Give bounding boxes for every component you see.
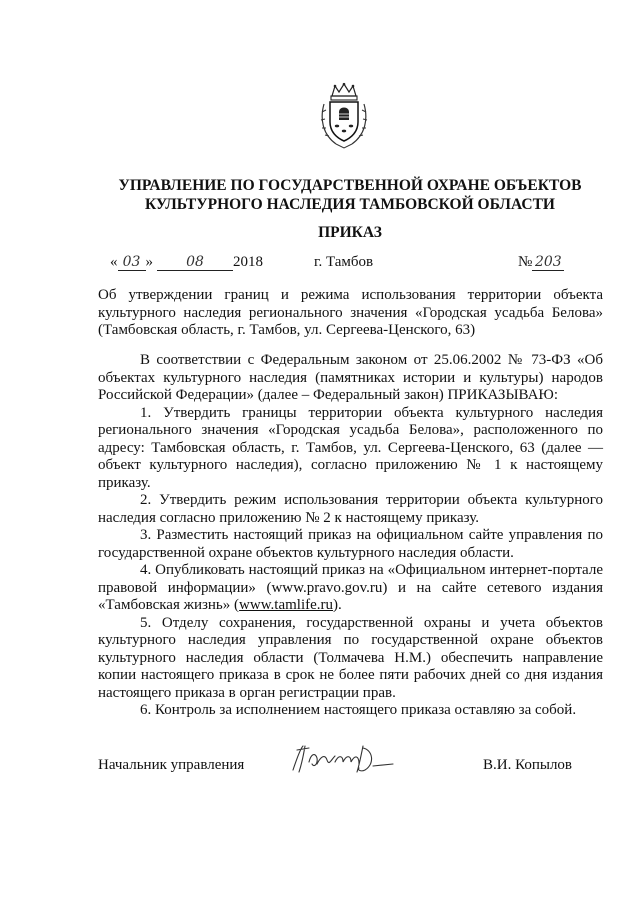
item-4-text: 4. Опубликовать настоящий приказ на «Официальном интернет-портале правовой информации» (www.pravo.gov.ru) и на сайте сетевого издания «Тамбовская жизнь» ( — [98, 562, 603, 613]
date-month: 08 — [157, 254, 233, 271]
order-date — [110, 254, 263, 271]
order-title: ПРИКАЗ — [318, 224, 382, 241]
order-subject: Об утверждении границ и режима использования территории объекта культурного наследия регионального значения «Городская усадьба Белова» (Тамбовская область, г. Тамбов, ул. Сергеева-Ценского, 63) — [98, 287, 603, 338]
item-1-paragraph: 1. Утвердить границы территории объекта культурного наследия регионального значения «Городская усадьба Белова», расположенного по адресу: Тамбовская область, г. Тамбов, ул. Сергеева-Ценского, 63 (далее — объект культурного наследия), согласно приложению № 1 к настоящему приказу. — [98, 404, 603, 491]
number-value: 203 — [532, 254, 564, 271]
date-close-quote: » — [145, 254, 153, 270]
coat-of-arms-icon — [318, 82, 370, 150]
order-body — [98, 352, 603, 720]
item-2-paragraph: 2. Утвердить режим использования территории объекта культурного наследия согласно приложению № 2 к настоящему приказу. — [98, 492, 603, 526]
organization-line-1: УПРАВЛЕНИЕ ПО ГОСУДАРСТВЕННОЙ ОХРАНЕ ОБЪЕКТОВ — [118, 177, 582, 194]
preamble-paragraph: В соответствии с Федеральным законом от 25.06.2002 № 73-ФЗ «Об объектах культурного наследия (памятниках истории и культуры) народов Российской Федерации» (далее – Федеральный закон) ПРИКАЗЫВАЮ: — [98, 352, 603, 403]
item-4-paragraph — [98, 562, 603, 615]
tamlife-link[interactable]: www.tamlife.ru — [239, 597, 334, 613]
item-3-paragraph: 3. Разместить настоящий приказ на официальном сайте управления по государственной охране объектов культурного наследия области. — [98, 527, 603, 561]
handwritten-signature — [287, 740, 407, 780]
signatory-name: В.И. Копылов — [483, 757, 573, 773]
item-6-paragraph: 6. Контроль за исполнением настоящего приказа оставляю за собой. — [140, 702, 577, 718]
order-number — [518, 254, 564, 271]
item-4-end: ). — [333, 597, 342, 613]
organization-line-2: КУЛЬТУРНОГО НАСЛЕДИЯ ТАМБОВСКОЙ ОБЛАСТИ — [145, 196, 555, 213]
organization-name — [60, 176, 640, 214]
date-open-quote: « — [110, 254, 118, 270]
number-prefix: № — [518, 254, 533, 270]
order-city: г. Тамбов — [314, 254, 374, 270]
item-5-paragraph: 5. Отделу сохранения, государственной охраны и учета объектов культурного наследия управления по государственной охране объектов культурного наследия области (Толмачева Н.М.) обеспечить направление копии настоящего приказа в срок не более пяти рабочих дней со дня издания настоящего приказа в орган регистрации прав. — [98, 614, 603, 701]
signatory-position: Начальник управления — [98, 757, 245, 773]
date-year: 2018 — [233, 254, 263, 270]
date-day: 03 — [118, 254, 146, 271]
